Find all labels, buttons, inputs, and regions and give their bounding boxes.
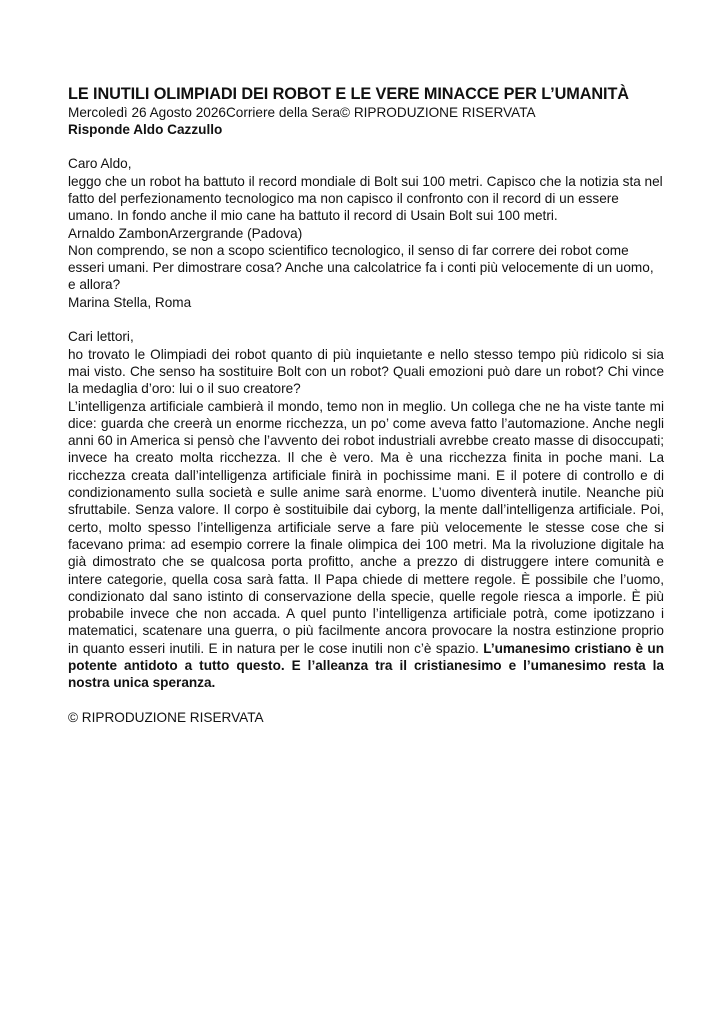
- reply-closing-bold: L’umanesimo cristiano è un potente antidoto a tutto questo. E l’alleanza tra il cristianesimo e l’umanesimo resta la nostra unica speranza.: [68, 640, 665, 691]
- spacer: [68, 138, 664, 155]
- article-page: [68, 86, 664, 726]
- letter-greeting: Caro Aldo,: [68, 156, 132, 172]
- reply-paragraph-2: [68, 398, 664, 692]
- letter-2-body: Non comprendo, se non a scopo scientifico tecnologico, il senso di far correre dei robot come esseri umani. Per dimostrare cosa? Anche una calcolatrice fa i conti più velocemente di un uomo, e allora?: [68, 242, 654, 293]
- reply-greeting: Cari lettori,: [68, 329, 134, 345]
- spacer: [68, 692, 664, 709]
- letter-1-signature: Arnaldo ZambonArzergrande (Padova): [68, 225, 303, 241]
- article-title: LE INUTILI OLIMPIADI DEI ROBOT E LE VERE MINACCE PER L’UMANITÀ: [68, 85, 629, 103]
- spacer: [68, 311, 664, 328]
- copyright-footer: © RIPRODUZIONE RISERVATA: [68, 709, 264, 725]
- letter-2-signature: Marina Stella, Roma: [68, 294, 192, 310]
- reply-paragraph-1: ho trovato le Olimpiadi dei robot quanto di più inquietante e nello stesso tempo più ridicolo si sia mai visto. Che senso ha sostituire Bolt con un robot? Quali emozioni può dare un robot? Chi vince la medaglia d’oro: lui o il suo creatore?: [68, 346, 664, 397]
- reply-paragraph-2-text: L’intelligenza artificiale cambierà il mondo, temo non in meglio. Un collega che ne ha viste tante mi dice: guarda che creerà un enorme ricchezza, un po’ come aveva fatto l’automazione. Anche negli anni 60 in America si pensò che l’avvento dei robot industriali avrebbe creato masse di disoccupati; invece ha creato molta ricchezza. Il che è vero. Ma è una ricchezza finita in poche mani. La ricchezza creata dall’intelligenza artificiale finirà in pochissime mani. E il potere di controllo e di condizionamento sulla società e sulle anime sarà enorme. L’uomo diventerà inutile. Neanche più sfruttabile. Senza valore. Il corpo è sostituibile dai cyborg, la mente dall’intelligenza artificiale. Poi, certo, molto spesso l’intelligenza artificiale serve a fare più velocemente le stesse cose che si facevano prima: ad esempio correre la finale olimpica dei 100 metri. Ma la rivoluzione digitale ha già dimostrato che se qualcosa porta profitto, anche a prezzo di distruggere intere comunità e intere categorie, quella cosa sarà fatta. Il Papa chiede di mettere regole. È possibile che l’uomo, condizionato dal sano istinto di conservazione della specie, quelle regole riesca a imporle. È più probabile invece che non accada. A quel punto l’intelligenza artificiale potrà, come ipotizzano i matematici, scatenare una guerra, o più facilmente ancora provocare la nostra estinzione proprio in quanto esseri inutili. E in natura per le cose inutili non c’è spazio.: [68, 398, 664, 656]
- article-byline: Risponde Aldo Cazzullo: [68, 121, 223, 137]
- letter-1-body: leggo che un robot ha battuto il record mondiale di Bolt sui 100 metri. Capisco che la notizia sta nel fatto del perfezionamento tecnologico ma non capisco il confronto con il record di un essere umano. In fondo anche il mio cane ha battuto il record di Usain Bolt sui 100 metri.: [68, 173, 663, 224]
- article-meta: Mercoledì 26 Agosto 2026Corriere della Sera© RIPRODUZIONE RISERVATA: [68, 104, 536, 120]
